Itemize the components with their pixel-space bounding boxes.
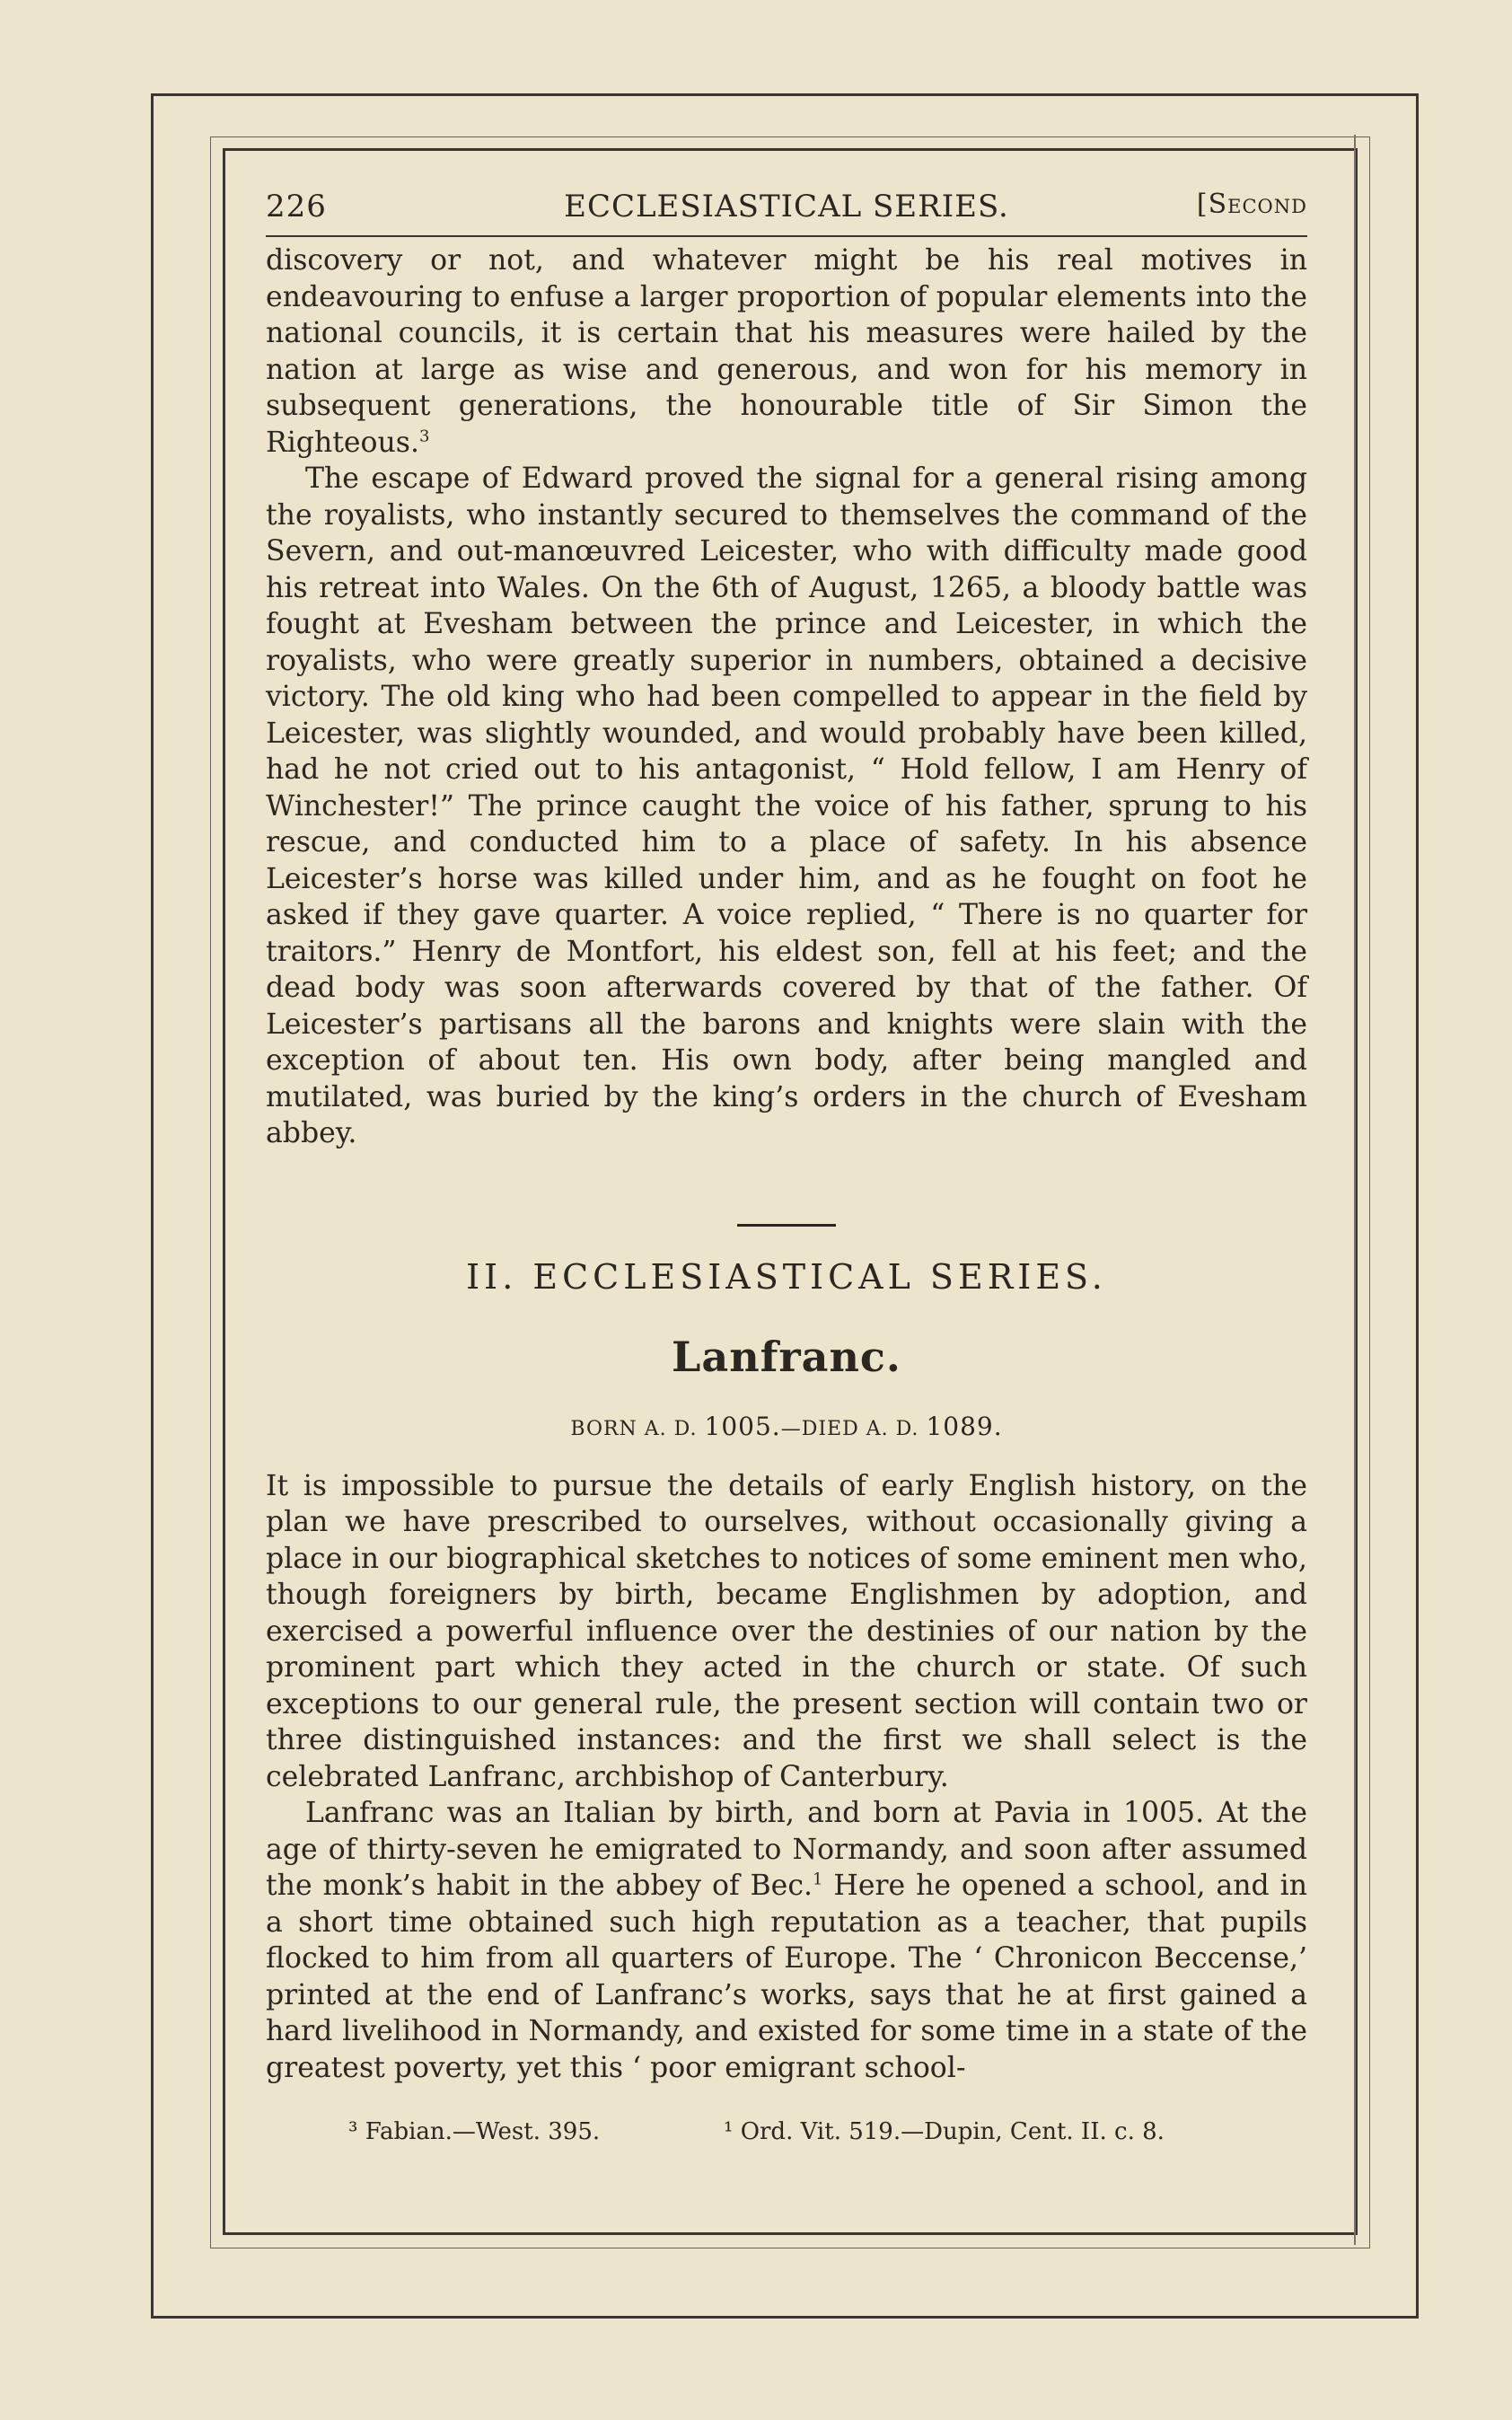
lifespan-dates [266,1412,1307,1441]
paragraph-lanfranc: Lanfranc was an Italian by birth, and born at Pavia in 1005. At the age of thirty-seven he emigrated to Normandy, and soon after assumed the monk’s habit in the abbey of Bec.$^1$ Here he opened a school, and in a short time obtained such high reputation as a teacher, that pupils flocked to him from all quarters of Europe. The ‘ Chronicon Beccense,’ printed at the end of Lanfranc’s works, says that he at first gained a hard livelihood in Normandy, and existed for some time in a state of the greatest poverty, yet this ‘ poor emigrant school- [266,1797,1308,2084]
born-label: BORN A. D. [570,1417,698,1440]
running-head [266,180,1307,235]
biography-title: Lanfranc. [672,1332,901,1381]
footnote-ref: 3 [418,427,430,445]
section-heading: II. ECCLESIASTICAL SERIES. [466,1256,1107,1297]
footnote-ref: 1 [812,1870,823,1889]
running-title: ECCLESIASTICAL SERIES. [564,189,1009,224]
page-content [266,180,1307,2154]
page-number: 226 [266,189,327,224]
header-rule [266,235,1307,237]
footnote-left: ³ Fabian.—West. 395. [348,2118,601,2145]
paragraph-evesham: The escape of Edward proved the signal for a general rising among the royalists, who instantly secured to themselves the command of the Severn, and out-manœuvred Leicester, who with difficulty made good his retreat into Wales. On the 6th of August, 1265, a bloody battle was fought at Evesham between the prince and Leicester, in which the royalists, who were greatly superior in numbers, obtained a decisive victory. The old king who had been compelled to appear in the field by Leicester, was slightly wounded, and would probably have been killed, had he not cried out to his antagonist, “ Hold fellow, I am Henry of Winchester!” The prince caught the voice of his father, sprung to his rescue, and conducted him to a place of safety. In his absence Leicester’s horse was killed under him, and as he fought on foot he asked if they gave quarter. A voice replied, “ There is no quarter for traitors.” Henry de Montfort, his eldest son, fell at his feet; and the dead body was soon afterwards covered by that of the father. Of Leicester’s partisans all the barons and knights were slain with the exception of about ten. His own body, after being mangled and mutilated, was buried by the king’s orders in the church of Evesham abbey. [266,462,1307,1149]
section-divider [737,1224,836,1227]
paragraph-intro: It is impossible to pursue the details of early English history, on the plan we have prescribed to ourselves, without occasionally giving a place in our biographical sketches to notices of some eminent men who, though foreigners by birth, became Englishmen by adoption, and exercised a powerful influence over the destinies of our nation by the prominent part which they acted in the church or state. Of such exceptions to our general rule, the present section will contain two or three distinguished instances: and the first we shall select is the celebrated Lanfranc, archbishop of Canterbury. [266,1469,1307,1793]
died-label: DIED A. D. [801,1417,919,1440]
footnote-right: ¹ Ord. Vit. 519.—Dupin, Cent. II. c. 8. [724,2118,1165,2145]
died-year: 1089. [926,1411,1003,1441]
body-text-top [266,242,1307,1152]
running-head-right: [Second [1196,189,1307,220]
born-year: 1005. [704,1411,781,1441]
right-edge-rule [1354,135,1356,2245]
paragraph-simon: discovery or not, and whatever might be his real motives in endeavouring to enfuse a larger proportion of popular elements into the national councils, it is certain that his measures were hailed by the nation at large as wise and generous, and won for his memory in subsequent generations, the honourable title of Sir Simon the Righteous.$^3$ [266,244,1307,459]
footnotes [266,2118,1307,2154]
date-separator: — [780,1417,802,1440]
body-text-bottom [266,1468,1307,2087]
